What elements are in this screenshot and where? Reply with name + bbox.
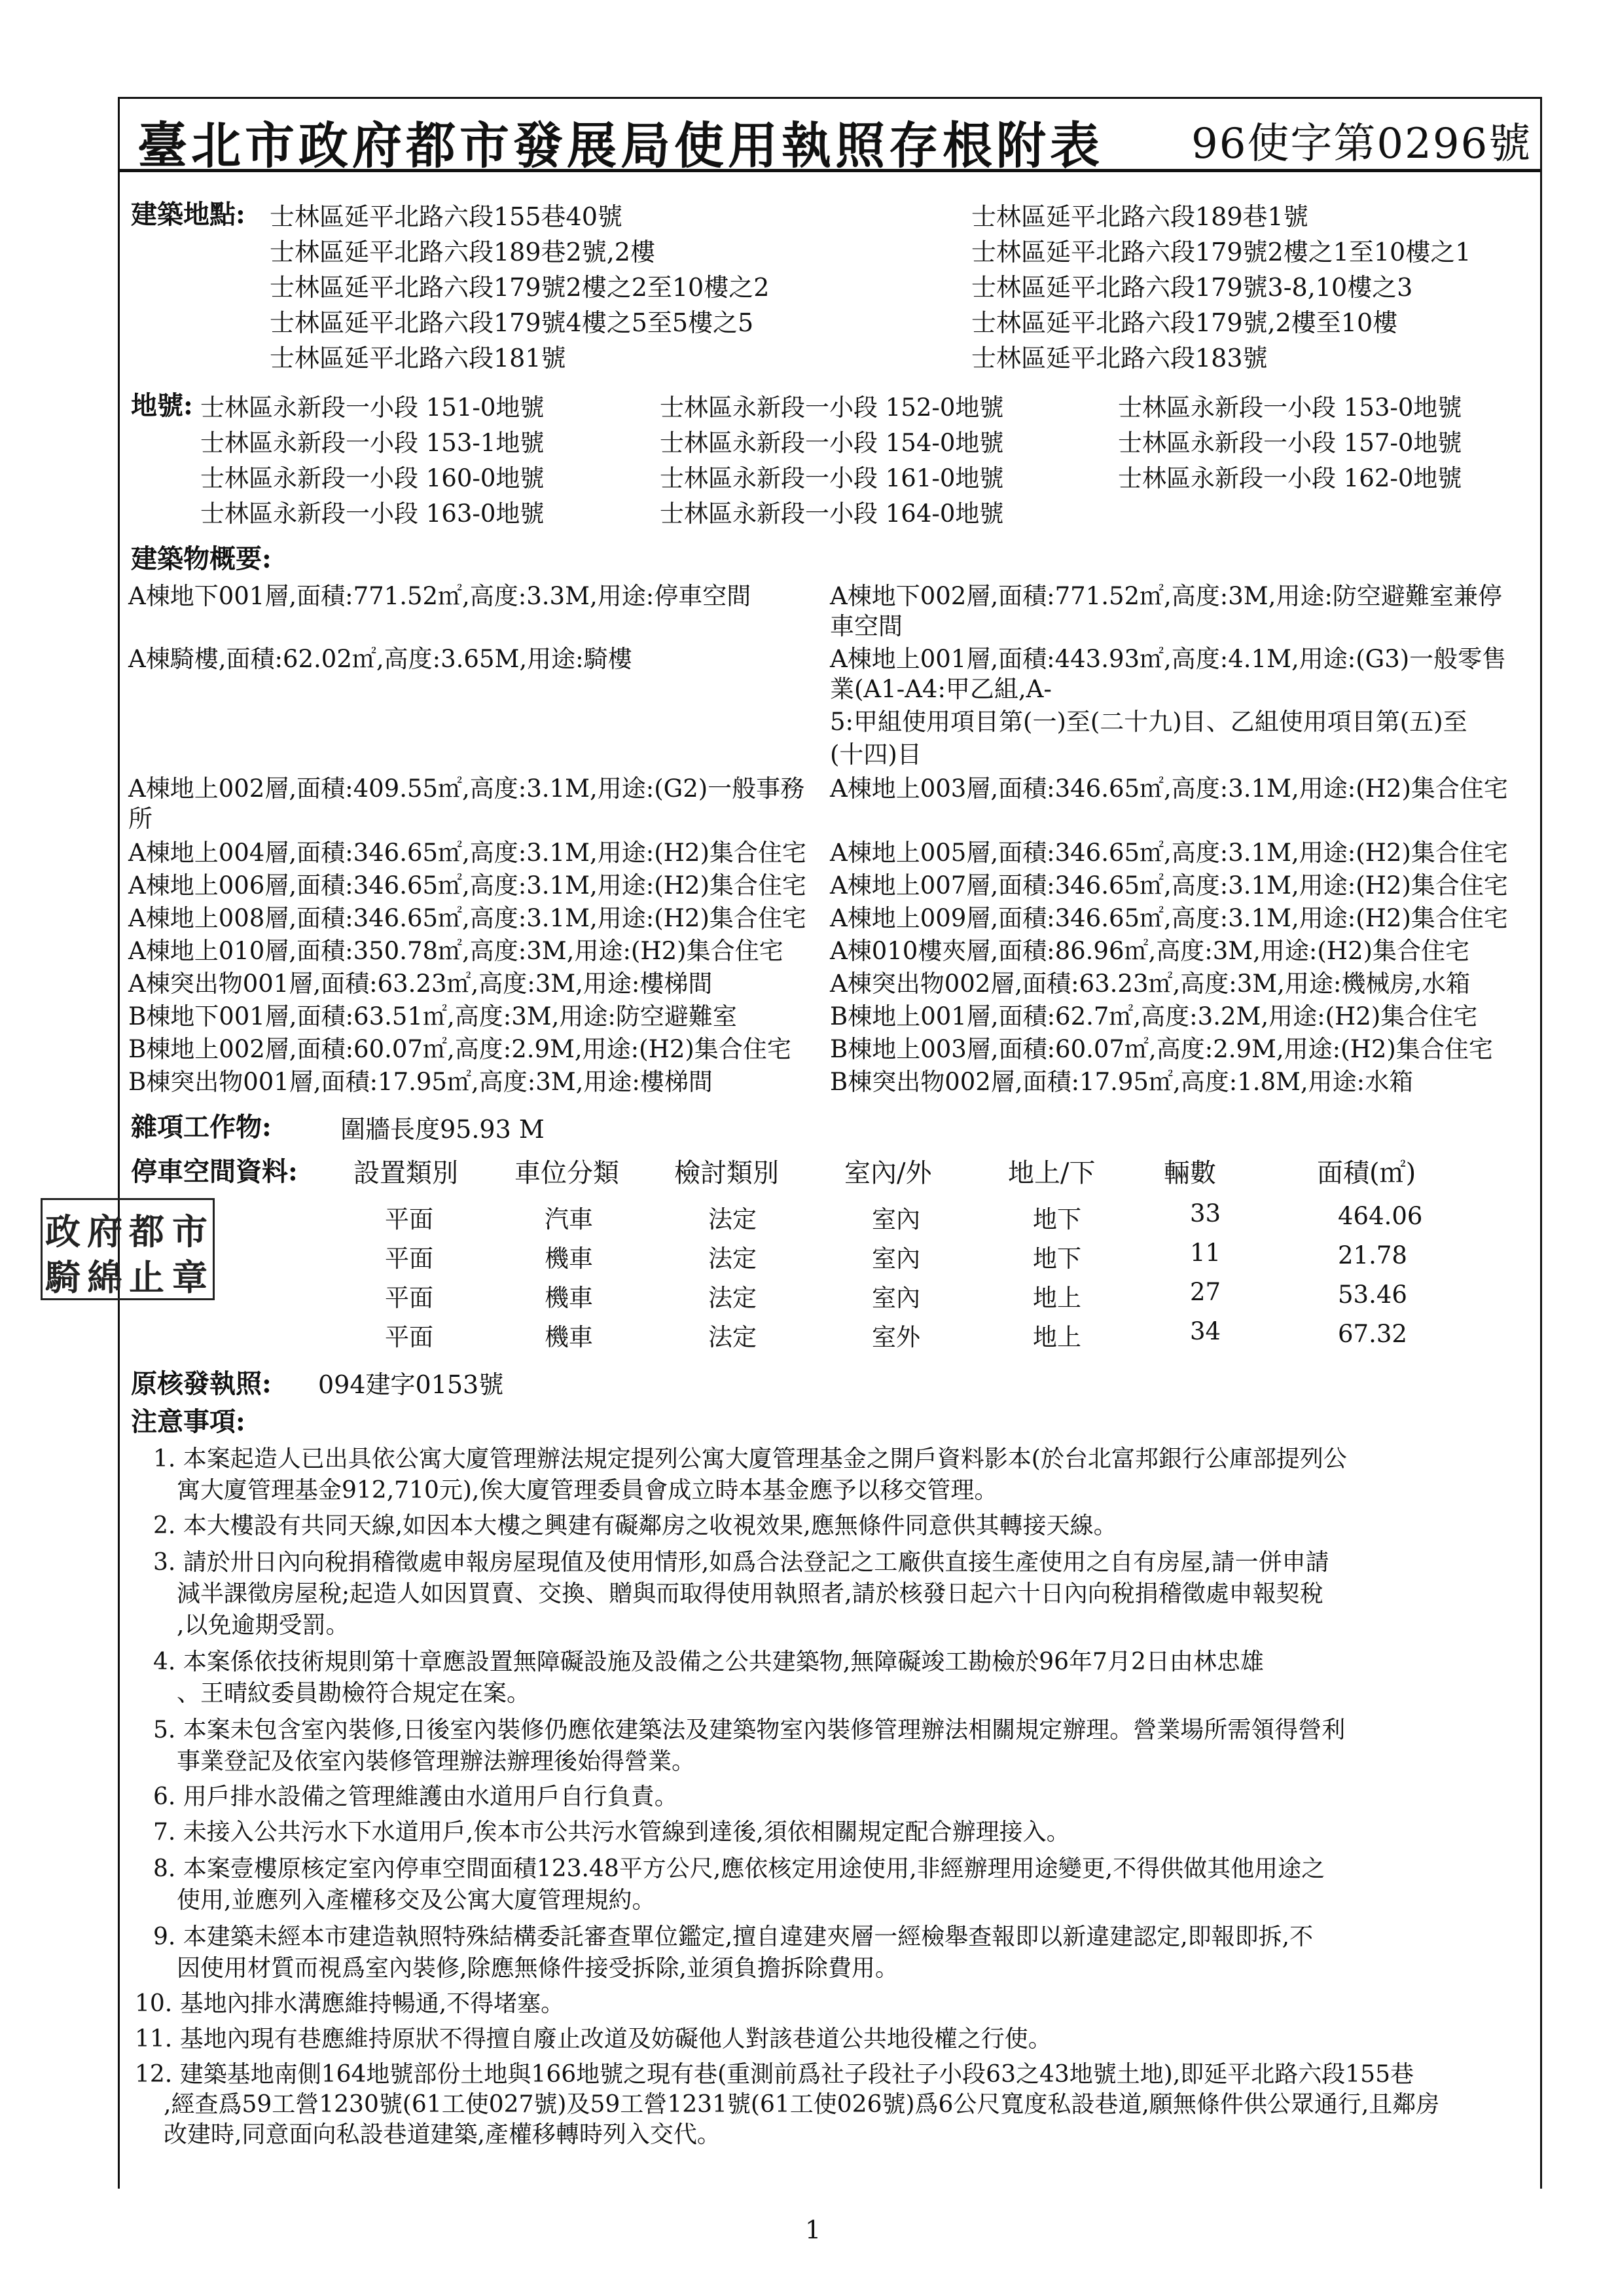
floor-entry: A棟地上002層,面積:409.55㎡,高度:3.1M,用途:(G2)一般事務 xyxy=(128,774,805,803)
parking-cell: 地下 xyxy=(1033,1245,1081,1273)
floor-entry: A棟地上007層,面積:346.65㎡,高度:3.1M,用途:(H2)集合住宅 xyxy=(830,871,1508,900)
note-line: 改建時,同意面向私設巷道建築,產權移轉時列入交代。 xyxy=(164,2121,721,2148)
lot-number: 士林區永新段一小段 153-1地號 xyxy=(200,429,545,457)
site-label: 建築地點: xyxy=(131,199,245,230)
floor-entry: A棟地上004層,面積:346.65㎡,高度:3.1M,用途:(H2)集合住宅 xyxy=(128,839,806,867)
note-line: 因使用材質而視爲室內裝修,除應無條件接受拆除,並須負擔拆除費用。 xyxy=(177,1955,899,1982)
document-title: 臺北市政府都市發展局使用執照存根附表 xyxy=(137,117,1104,175)
parking-cell: 地上 xyxy=(1033,1284,1081,1312)
note-line: 6. 用戶排水設備之管理維護由水道用戶自行負責。 xyxy=(153,1783,678,1810)
page-number: 1 xyxy=(805,2215,821,2244)
note-line: 10. 基地內排水溝應維持暢通,不得堵塞。 xyxy=(135,1990,565,2017)
parking-cell: 法定 xyxy=(708,1323,757,1351)
floor-entry: A棟地上005層,面積:346.65㎡,高度:3.1M,用途:(H2)集合住宅 xyxy=(830,839,1508,867)
note-line: 4. 本案係依技術規則第十章應設置無障礙設施及設備之公共建築物,無障礙竣工勘檢於96年7月2日由林忠雄 xyxy=(153,1649,1264,1675)
floor-entry: A棟地上008層,面積:346.65㎡,高度:3.1M,用途:(H2)集合住宅 xyxy=(128,904,806,932)
note-line: 5. 本案未包含室內裝修,日後室內裝修仍應依建築法及建築物室內裝修管理辦法相關規定辦理。營業場所需領得營利 xyxy=(153,1717,1346,1743)
lot-number: 士林區永新段一小段 151-0地號 xyxy=(200,393,545,422)
floor-entry: A棟突出物002層,面積:63.23㎡,高度:3M,用途:機械房,水箱 xyxy=(830,970,1471,998)
floor-entry: A棟地上003層,面積:346.65㎡,高度:3.1M,用途:(H2)集合住宅 xyxy=(830,774,1508,803)
note-line: 使用,並應列入產權移交及公寓大廈管理規約。 xyxy=(177,1887,656,1914)
parking-cell: 平面 xyxy=(385,1245,433,1273)
parking-header: 地上/下 xyxy=(1008,1158,1096,1188)
parking-cell: 平面 xyxy=(385,1284,433,1312)
parking-header: 車位分類 xyxy=(514,1158,619,1188)
original-permit-value: 094建字0153號 xyxy=(318,1370,504,1399)
parking-label: 停車空間資料: xyxy=(131,1156,298,1187)
note-line: 1. 本案起造人已出具依公寓大廈管理辦法規定提列公寓大廈管理基金之開戶資料影本(於台北富邦銀行公庫部提列公 xyxy=(153,1446,1347,1472)
parking-cell: 地上 xyxy=(1033,1323,1081,1351)
parking-cell: 11 xyxy=(1190,1239,1221,1267)
note-line: 2. 本大樓設有共同天線,如因本大樓之興建有礙鄰房之收視效果,應無條件同意供其轉接天線。 xyxy=(153,1512,1117,1539)
parking-cell: 平面 xyxy=(385,1205,433,1233)
floor-entry: 業(A1-A4:甲乙組,A- xyxy=(830,675,1052,703)
overview-label: 建築物概要: xyxy=(131,543,272,574)
lot-number: 士林區永新段一小段 160-0地號 xyxy=(200,464,545,492)
floor-entry: B棟地上001層,面積:62.7㎡,高度:3.2M,用途:(H2)集合住宅 xyxy=(830,1002,1478,1030)
parking-cell: 機車 xyxy=(545,1323,593,1351)
floor-entry: B棟地上002層,面積:60.07㎡,高度:2.9M,用途:(H2)集合住宅 xyxy=(128,1035,791,1063)
parking-cell: 室內 xyxy=(872,1284,920,1312)
floor-entry: A棟突出物001層,面積:63.23㎡,高度:3M,用途:樓梯間 xyxy=(128,970,713,998)
parking-header: 檢討類別 xyxy=(674,1158,779,1188)
seal-char: 騎 xyxy=(45,1256,81,1298)
note-line: 事業登記及依室內裝修管理辦法辦理後始得營業。 xyxy=(177,1748,696,1775)
official-seal xyxy=(41,1198,215,1300)
lot-number: 士林區永新段一小段 164-0地號 xyxy=(660,500,1004,528)
lot-label: 地號: xyxy=(131,390,193,421)
parking-cell: 法定 xyxy=(708,1245,757,1273)
seal-char: 綿 xyxy=(87,1256,122,1298)
note-line: ,以免逾期受罰。 xyxy=(177,1612,350,1639)
site-address: 士林區延平北路六段179號,2樓至10樓 xyxy=(971,308,1398,337)
lot-number: 士林區永新段一小段 153-0地號 xyxy=(1118,393,1462,422)
parking-header: 輛數 xyxy=(1164,1158,1216,1188)
floor-entry: B棟突出物002層,面積:17.95㎡,高度:1.8M,用途:水箱 xyxy=(830,1068,1414,1096)
floor-entry: (十四)目 xyxy=(830,740,922,769)
parking-cell: 法定 xyxy=(708,1284,757,1312)
parking-cell: 室內 xyxy=(872,1205,920,1233)
floor-entry: A棟地上009層,面積:346.65㎡,高度:3.1M,用途:(H2)集合住宅 xyxy=(830,904,1508,932)
site-address: 士林區延平北路六段155巷40號 xyxy=(270,202,622,231)
floor-entry: A棟地下002層,面積:771.52㎡,高度:3M,用途:防空避難室兼停 xyxy=(830,582,1502,610)
parking-cell: 地下 xyxy=(1033,1205,1081,1233)
seal-char: 止 xyxy=(129,1256,164,1298)
note-line: 7. 未接入公共污水下水道用戶,俟本市公共污水管線到達後,須依相關規定配合辦理接入。 xyxy=(153,1819,1070,1846)
site-address: 士林區延平北路六段179號3-8,10樓之3 xyxy=(971,273,1413,302)
site-address: 士林區延平北路六段181號 xyxy=(270,344,566,373)
note-line: 9. 本建築未經本市建造執照特殊結構委託審查單位鑑定,擅自違建夾層一經檢舉查報即以新違建認定,即報即拆,不 xyxy=(153,1923,1314,1950)
parking-cell: 53.46 xyxy=(1338,1281,1407,1309)
parking-cell: 機車 xyxy=(545,1245,593,1273)
floor-entry: B棟地下001層,面積:63.51㎡,高度:3M,用途:防空避難室 xyxy=(128,1002,737,1030)
parking-cell: 27 xyxy=(1190,1278,1221,1306)
note-line: 寓大廈管理基金912,710元),俟大廈管理委員會成立時本基金應予以移交管理。 xyxy=(177,1477,998,1504)
parking-cell: 33 xyxy=(1190,1199,1221,1228)
parking-cell: 67.32 xyxy=(1338,1320,1407,1348)
parking-header: 面積(㎡) xyxy=(1317,1158,1416,1188)
site-address: 士林區延平北路六段183號 xyxy=(971,344,1268,373)
site-address: 士林區延平北路六段189巷2號,2樓 xyxy=(270,238,655,266)
floor-entry: A棟地上006層,面積:346.65㎡,高度:3.1M,用途:(H2)集合住宅 xyxy=(128,871,806,900)
lot-number: 士林區永新段一小段 157-0地號 xyxy=(1118,429,1462,457)
note-line: 3. 請於卅日內向稅捐稽徵處申報房屋現值及使用情形,如爲合法登記之工廠供直接生產使用之自有房屋,請一併申請 xyxy=(153,1549,1329,1576)
site-address: 士林區延平北路六段179號2樓之2至10樓之2 xyxy=(270,273,770,302)
floor-entry: A棟地下001層,面積:771.52㎡,高度:3.3M,用途:停車空間 xyxy=(128,582,751,610)
note-line: 12. 建築基地南側164地號部份土地與166地號之現有巷(重測前爲社子段社子小段63之43地號土地),即延平北路六段155巷 xyxy=(135,2061,1414,2088)
parking-header: 設置類別 xyxy=(353,1158,458,1188)
seal-char: 府 xyxy=(87,1211,122,1252)
note-line: 11. 基地內現有巷應維持原狀不得擅自廢止改道及妨礙他人對該巷道公共地役權之行使。 xyxy=(135,2026,1052,2052)
seal-char: 市 xyxy=(172,1211,207,1252)
note-line: 8. 本案壹樓原核定室內停車空間面積123.48平方公尺,應依核定用途使用,非經辦理用途變更,不得供做其他用途之 xyxy=(153,1855,1325,1882)
site-address: 士林區延平北路六段189巷1號 xyxy=(971,202,1308,231)
note-line: ,經查爲59工營1230號(61工使027號)及59工營1231號(61工使026號)爲6公尺寬度私設巷道,願無條件供公眾通行,且鄰房 xyxy=(164,2091,1440,2118)
lot-number: 士林區永新段一小段 161-0地號 xyxy=(660,464,1004,492)
floor-entry: A棟地上001層,面積:443.93㎡,高度:4.1M,用途:(G3)一般零售 xyxy=(830,645,1507,673)
original-permit-label: 原核發執照: xyxy=(131,1368,272,1399)
floor-entry: 5:甲組使用項目第(一)至(二十九)目、乙組使用項目第(五)至 xyxy=(830,708,1467,736)
parking-cell: 法定 xyxy=(708,1205,757,1233)
floor-entry: A棟地上010層,面積:350.78㎡,高度:3M,用途:(H2)集合住宅 xyxy=(128,937,783,965)
lot-number: 士林區永新段一小段 162-0地號 xyxy=(1118,464,1462,492)
site-address: 士林區延平北路六段179號4樓之5至5樓之5 xyxy=(270,308,754,337)
floor-entry: 車空間 xyxy=(830,612,903,640)
seal-char: 章 xyxy=(172,1256,207,1298)
parking-cell: 汽車 xyxy=(545,1205,593,1233)
note-line: 、王晴紋委員勘檢符合規定在案。 xyxy=(177,1680,531,1707)
floor-entry: A棟010樓夾層,面積:86.96㎡,高度:3M,用途:(H2)集合住宅 xyxy=(830,937,1470,965)
lot-number: 士林區永新段一小段 152-0地號 xyxy=(660,393,1004,422)
parking-cell: 室內 xyxy=(872,1245,920,1273)
seal-char: 都 xyxy=(129,1211,164,1252)
parking-cell: 464.06 xyxy=(1338,1202,1423,1230)
permit-number: 96使字第0296號 xyxy=(1191,120,1532,168)
site-address: 士林區延平北路六段179號2樓之1至10樓之1 xyxy=(971,238,1471,266)
floor-entry: B棟地上003層,面積:60.07㎡,高度:2.9M,用途:(H2)集合住宅 xyxy=(830,1035,1493,1063)
parking-header: 室內/外 xyxy=(844,1158,932,1188)
lot-number: 士林區永新段一小段 154-0地號 xyxy=(660,429,1004,457)
parking-cell: 34 xyxy=(1190,1317,1221,1345)
misc-label: 雜項工作物: xyxy=(131,1112,272,1142)
misc-value: 圍牆長度95.93 M xyxy=(340,1115,545,1144)
parking-cell: 室外 xyxy=(872,1323,920,1351)
parking-cell: 平面 xyxy=(385,1323,433,1351)
seal-char: 政 xyxy=(45,1211,81,1252)
floor-entry: A棟騎樓,面積:62.02㎡,高度:3.65M,用途:騎樓 xyxy=(128,645,632,673)
parking-cell: 機車 xyxy=(545,1284,593,1312)
note-line: 減半課徵房屋稅;起造人如因買賣、交換、贈與而取得使用執照者,請於核發日起六十日內向稅捐稽徵處申報契稅 xyxy=(177,1580,1323,1607)
notes-label: 注意事項: xyxy=(131,1406,245,1437)
floor-entry: B棟突出物001層,面積:17.95㎡,高度:3M,用途:樓梯間 xyxy=(128,1068,713,1096)
lot-number: 士林區永新段一小段 163-0地號 xyxy=(200,500,545,528)
floor-entry: 所 xyxy=(128,805,153,833)
parking-cell: 21.78 xyxy=(1338,1241,1407,1269)
